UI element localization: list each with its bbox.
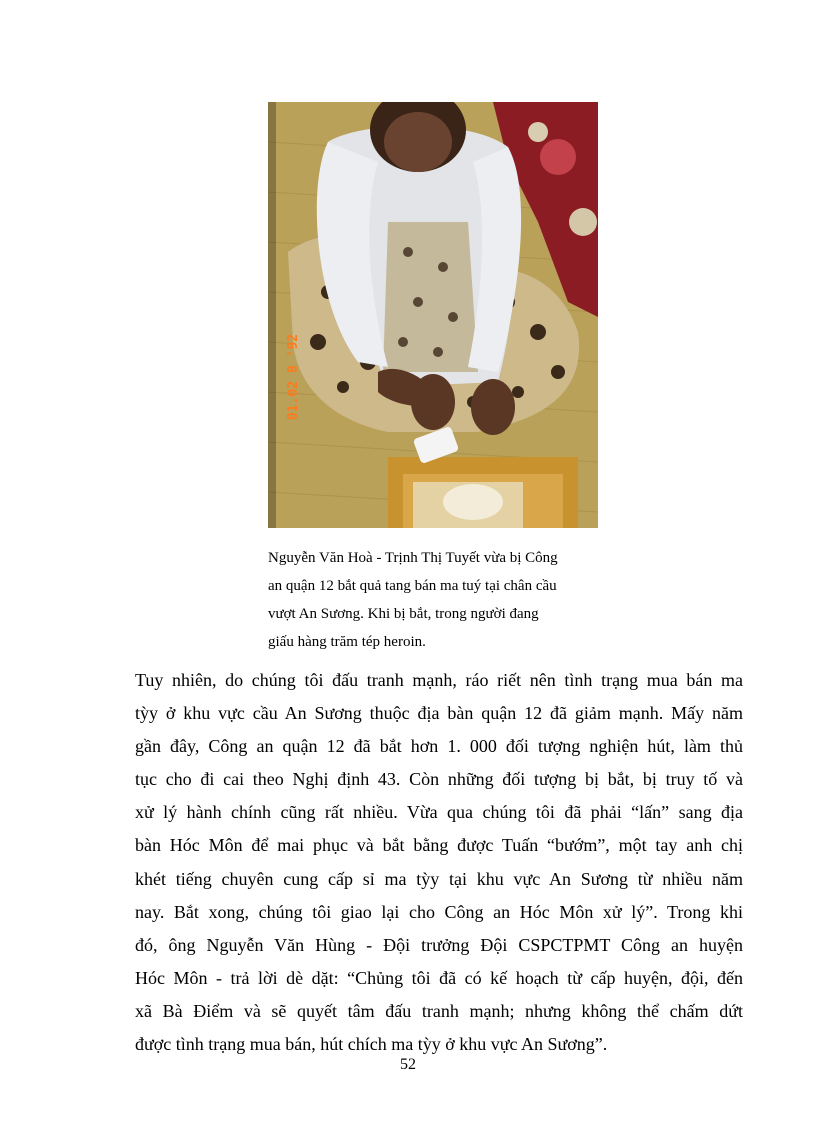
photo-illustration xyxy=(268,102,598,528)
body-line: Hóc Môn - trả lời dè dặt: “Chủng tôi đã có kế hoạch từ cấp huyện, đội, đến xyxy=(135,967,743,988)
body-line: khét tiếng chuyên cung cấp sỉ ma tỳy tại khu vực An Sương từ nhiều năm xyxy=(135,868,743,889)
page-number: 52 xyxy=(400,1056,416,1073)
body-line: gần đây, Công an quận 12 đã bắt hơn 1. 000 đối tượng nghiện hút, làm thủ xyxy=(135,736,743,757)
caption-line: Nguyễn Văn Hoà - Trịnh Thị Tuyết vừa bị Công xyxy=(268,550,558,566)
caption-line: vượt An Sương. Khi bị bắt, trong người đang xyxy=(268,606,539,622)
body-line: đó, ông Nguyễn Văn Hùng - Đội trưởng Đội CSPCTPMT Công an huyện xyxy=(135,934,743,955)
body-line: nay. Bắt xong, chúng tôi giao lại cho Công an Hóc Môn xử lý”. Trong khi xyxy=(135,901,743,922)
body-line: bàn Hóc Môn để mai phục và bắt bằng được Tuấn “bướm”, một tay anh chị xyxy=(135,835,743,856)
body-line: xử lý hành chính cũng rất nhiều. Vừa qua chúng tôi đã phải “lấn” sang địa xyxy=(135,802,743,823)
body-line: tục cho đi cai theo Nghị định 43. Còn những đối tượng bị bắt, bị truy tố và xyxy=(135,769,743,790)
caption-line: giấu hàng trăm tép heroin. xyxy=(268,634,426,650)
caption-line: an quận 12 bắt quả tang bán ma tuý tại chân cầu xyxy=(268,578,557,594)
body-line: xã Bà Điểm và sẽ quyết tâm đấu tranh mạnh; nhưng không thể chấm dứt xyxy=(135,1000,743,1021)
body-line: được tình trạng mua bán, hút chích ma tỳy ở khu vực An Sương”. xyxy=(135,1034,608,1055)
date-stamp: 01.02 8 '92 xyxy=(286,333,301,420)
photo-caption xyxy=(268,544,600,656)
news-photo xyxy=(268,102,598,528)
body-line: tỳy ở khu vực cầu An Sương thuộc địa bàn quận 12 đã giảm mạnh. Mấy năm xyxy=(135,703,743,724)
body-line: Tuy nhiên, do chúng tôi đấu tranh mạnh, ráo riết nên tình trạng mua bán ma xyxy=(135,670,743,690)
body-paragraph xyxy=(135,664,743,1061)
